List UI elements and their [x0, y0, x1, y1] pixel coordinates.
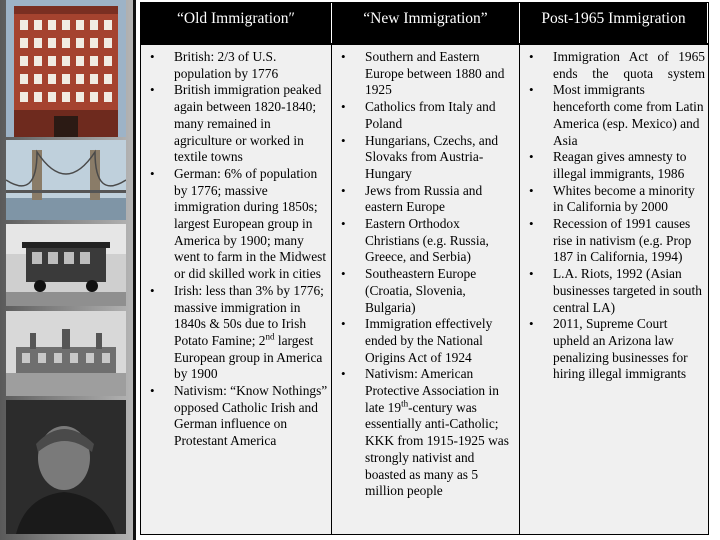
list-item-text: Most immigrants henceforth come from Latin America (esp. Mexico) and Asia	[553, 82, 704, 148]
column-post-1965-immigration	[520, 43, 708, 534]
list-item	[141, 283, 329, 383]
list-item	[332, 183, 517, 216]
list-item-text: Reagan gives amnesty to illegal immigrants, 1986	[553, 149, 687, 181]
list-item	[520, 316, 706, 383]
list-item	[520, 149, 706, 182]
list-item-text: Recession of 1991 causes rise in nativism (e.g. Prop 187 in California, 1994)	[553, 216, 692, 265]
list-item-text: L.A. Riots, 1992 (Asian businesses targeted in south central LA)	[553, 266, 702, 315]
photo-strip	[0, 0, 133, 540]
list-item-text: British immigration peaked again between 1820-1840; many remained in agriculture or worked in textile towns	[174, 82, 322, 165]
superscript-text: th	[401, 398, 409, 409]
post-1965-immigration-list	[520, 49, 706, 383]
list-item	[141, 383, 329, 450]
column-old-immigration	[141, 43, 332, 534]
list-item-text: Irish: less than 3% by 1776; massive immigration in 1840s & 50s due to Irish Potato Famine; 2	[174, 282, 324, 348]
list-item-text: Immigration Act of 1965 ends the quota system	[553, 49, 705, 81]
list-item	[332, 266, 517, 316]
list-item-text: German: 6% of population by 1776; massive immigration during 1850s; largest European group in America by 1900; many went to farm in the Midwest or did skilled work in cities	[174, 165, 327, 282]
list-item	[332, 133, 517, 183]
immigration-table	[140, 2, 709, 535]
list-item-text: -century was essentially anti-Catholic; KKK from 1915-1925 was strongly nativist and boasted as many as 5 million people	[365, 399, 509, 499]
header-new-immigration: “New Immigration”	[332, 3, 520, 43]
list-item-text: Southern and Eastern Europe between 1880 and 1925	[365, 49, 505, 98]
new-immigration-list	[332, 49, 517, 500]
list-item	[332, 316, 517, 366]
list-item-text: Whites become a minority in California by 2000	[553, 182, 695, 215]
list-item	[141, 49, 329, 82]
header-old-immigration: “Old Immigration″	[141, 3, 332, 43]
list-item	[520, 183, 706, 216]
list-item	[332, 366, 517, 500]
column-new-immigration	[332, 43, 520, 534]
old-immigration-list	[141, 49, 329, 450]
list-item	[141, 82, 329, 166]
list-item-text: Nativism: “Know Nothings” opposed Catholic Irish and German influence on Protestant America	[174, 383, 328, 449]
list-item-text: Catholics from Italy and Poland	[365, 99, 496, 131]
woman-portrait-photo	[6, 400, 126, 534]
ellis-island-photo	[6, 311, 126, 396]
superscript-text: nd	[265, 331, 275, 342]
list-item	[520, 49, 706, 82]
list-item-text: Eastern Orthodox Christians (e.g. Russia, Greece, and Serbia)	[365, 216, 489, 265]
red-brick-building-photo	[6, 0, 126, 137]
list-item	[520, 82, 706, 149]
brooklyn-bridge-photo	[6, 140, 126, 220]
list-item	[332, 99, 517, 132]
list-item	[332, 49, 517, 99]
list-item-text: Jews from Russia and eastern Europe	[365, 182, 483, 215]
list-item	[520, 216, 706, 266]
header-post-1965-immigration: Post-1965 Immigration	[520, 3, 708, 43]
list-item	[520, 266, 706, 316]
list-item	[141, 166, 329, 283]
list-item-text: 2011, Supreme Court upheld an Arizona law penalizing businesses for hiring illegal immigrants	[553, 316, 688, 382]
cable-car-photo	[6, 224, 126, 306]
list-item	[332, 216, 517, 266]
list-item-text: Nativism: American Protective Association in late 19	[365, 366, 499, 415]
list-item-text: Hungarians, Czechs, and Slovaks from Austria-Hungary	[365, 132, 499, 181]
list-item-text: Immigration effectively ended by the National Origins Act of 1924	[365, 316, 493, 365]
list-item-text: largest European group in America by 1900	[174, 332, 323, 382]
list-item-text: Southeastern Europe (Croatia, Slovenia, Bulgaria)	[365, 266, 477, 315]
list-item-text: British: 2/3 of U.S. population by 1776	[174, 49, 279, 81]
strip-divider	[133, 0, 136, 540]
